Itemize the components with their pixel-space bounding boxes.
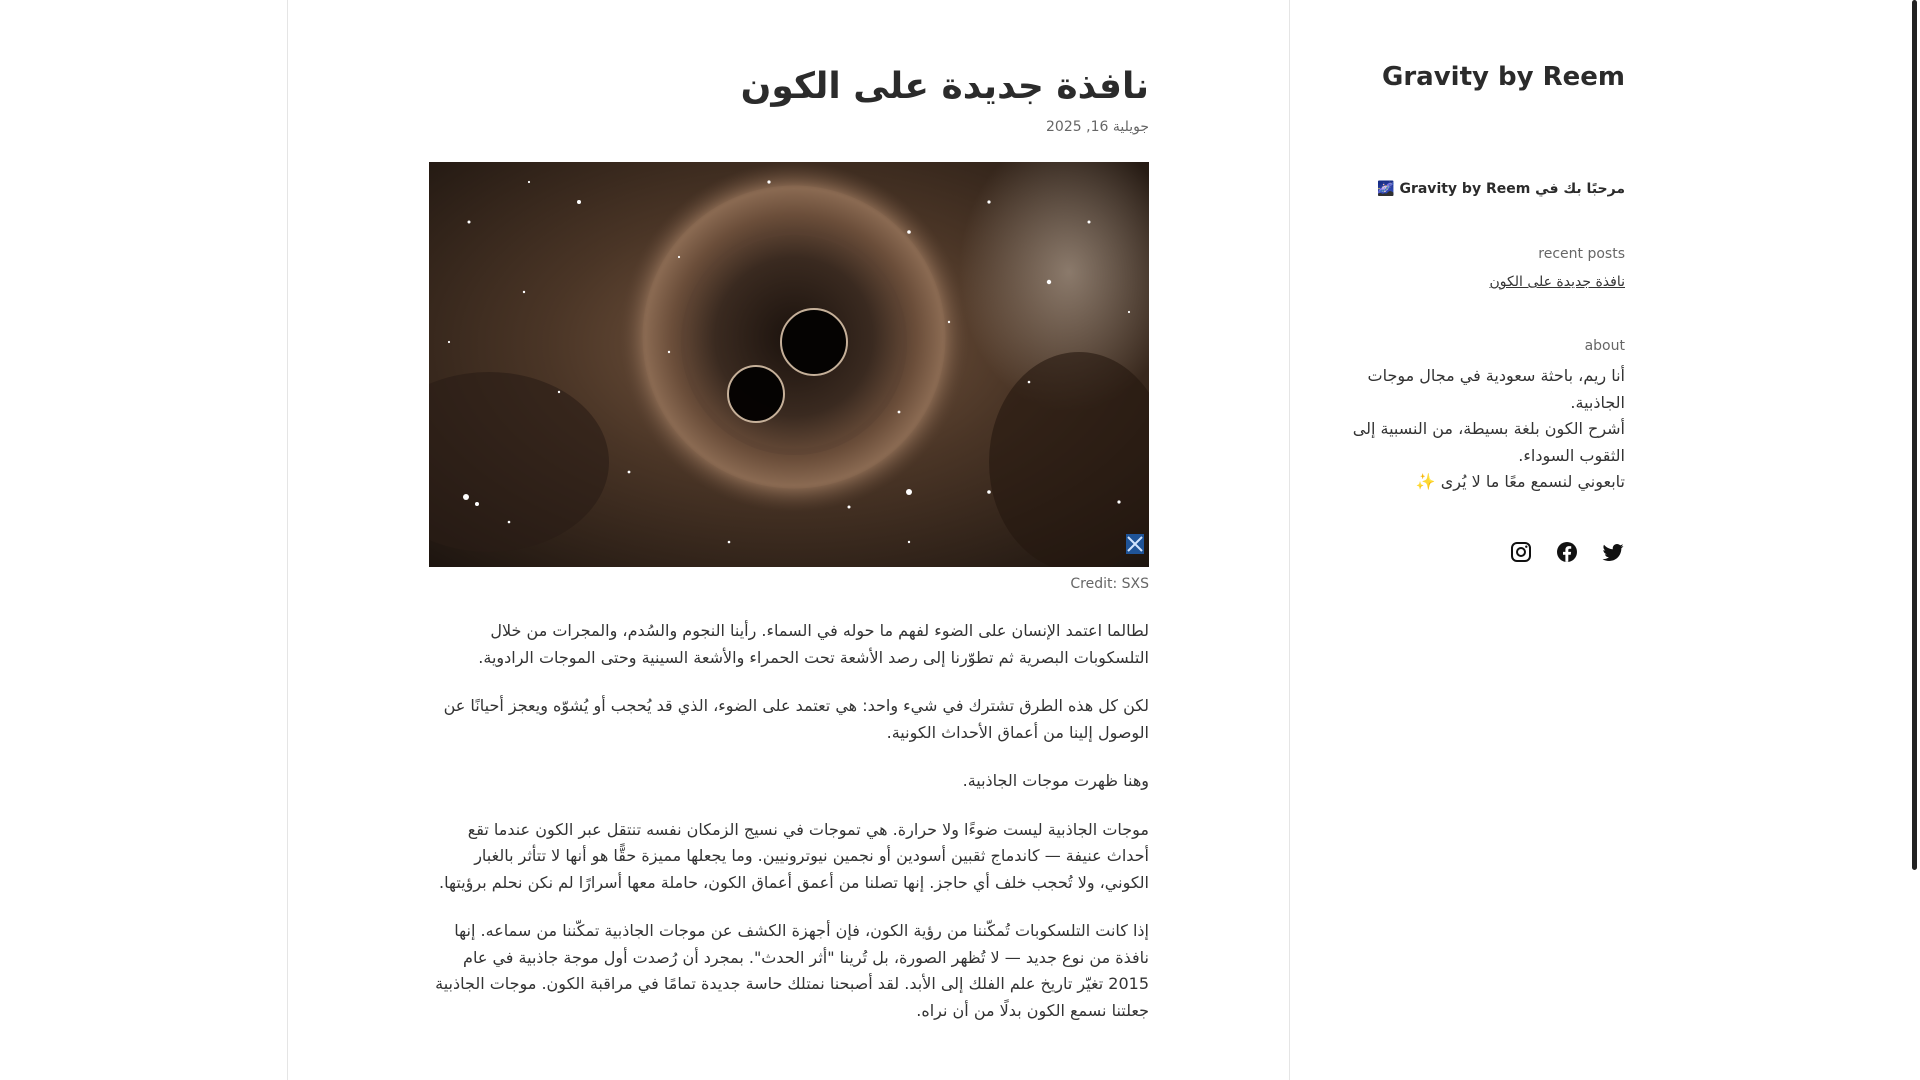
post-paragraph: لطالما اعتمد الإنسان على الضوء لفهم ما حوله في السماء. رأينا النجوم والسُدم، والمجرات من خلال التلسكوبات البصرية ثم تطوّرنا إلى رصد الأشعة تحت الحمراء والأشعة السينية وحتى الموجات الرادوية. [478,621,1149,667]
post-title: نافذة جديدة على الكون [740,66,1149,107]
recent-post-link[interactable]: نافذة جديدة على الكون [1489,274,1625,290]
about-line: تابعوني لنسمع معًا ما لا يُرى ✨ [1415,472,1625,491]
post-body [429,618,1149,1046]
post-date: جويلية 16, 2025 [1046,119,1149,135]
scrollbar-thumb[interactable] [1912,0,1917,870]
main-content [287,0,1290,1080]
image-credit: Credit: SXS [1070,576,1149,592]
about-text [1345,363,1625,496]
post-paragraph: موجات الجاذبية ليست ضوءًا ولا حرارة. هي تموجات في نسيج الزمكان نفسه تنتقل عبر الكون عندما تقع أحداث عنيفة — كاندماج ثقبين أسودين أو نجمين نيوترونيين. وما يجعلها مميزة حقًّا هو أنها لا تتأثر بالغبار الكوني، ولا تُحجب خلف أي حاجز. إنها تصلنا من أعمق أعماق الكون، حاملة معها أسرارًا لم نكن نحلم برؤيتها. [439,819,1149,892]
post-paragraph: إذا كانت التلسكوبات تُمكّننا من رؤية الكون، فإن أجهزة الكشف عن موجات الجاذبية تمكّننا من سماعه. إنها نافذة من نوع جديد — لا تُظهر الصورة، بل تُرينا "أثر الحدث". بمجرد أن رُصدت أول موجة جاذبية في عام 2015 تغيّر تاريخ علم الفلك إلى الأبد. لقد أصبحنا نمتلك حاسة جديدة تمامًا في مراقبة الكون. موجات الجاذبية جعلتنا نسمع الكون بدلًا من أن نراه. [435,921,1149,1020]
about-heading: about [1584,338,1625,354]
twitter-icon[interactable] [1601,540,1625,564]
post-paragraph: لكن كل هذه الطرق تشترك في شيء واحد: هي تعتمد على الضوء، الذي قد يُحجب أو يُشوّه ويعجز أحيانًا عن الوصول إلينا من أعماق الأحداث الكونية. [443,696,1149,742]
instagram-icon[interactable] [1509,540,1533,564]
scrollbar[interactable] [1910,0,1920,1080]
black-hole-merger-image [429,162,1149,567]
recent-posts-heading: recent posts [1538,246,1625,262]
post-paragraph: وهنا ظهرت موجات الجاذبية. [962,771,1149,790]
site-title[interactable]: Gravity by Reem [1382,62,1625,92]
welcome-message: مرحبًا بك في Gravity by Reem 🌌 [1377,181,1625,197]
sxs-logo-icon [1126,534,1144,554]
sidebar [1345,0,1625,1080]
social-links [1509,540,1625,564]
about-line: أشرح الكون بلغة بسيطة، من النسبية إلى الثقوب السوداء. [1352,419,1625,465]
facebook-icon[interactable] [1555,540,1579,564]
about-line: أنا ريم، باحثة سعودية في مجال موجات الجاذبية. [1367,366,1625,412]
